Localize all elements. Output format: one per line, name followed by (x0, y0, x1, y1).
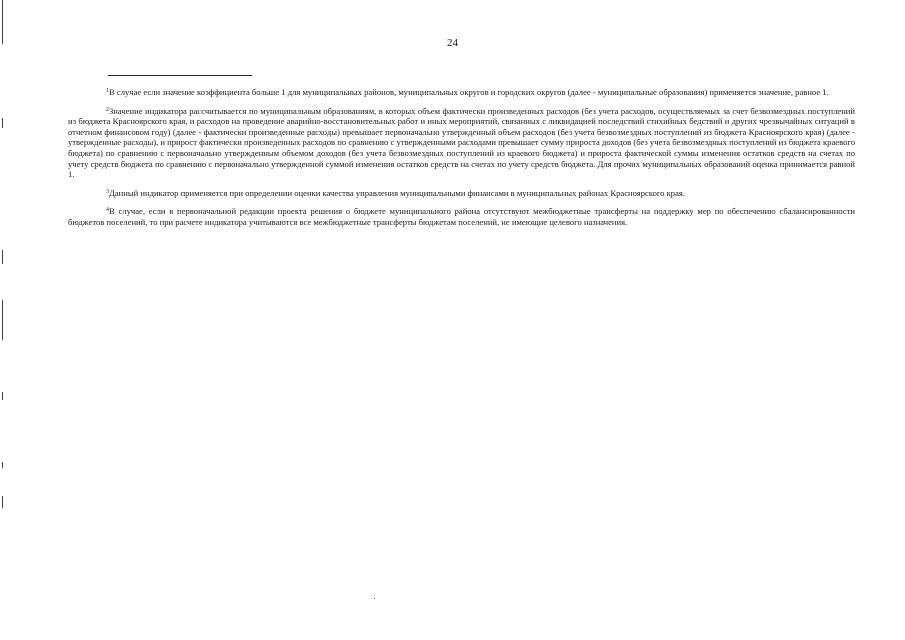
footnote-3-mark: 3 (106, 188, 109, 195)
footnote-3 (68, 188, 855, 199)
scan-speck (374, 598, 375, 599)
page-number: 24 (447, 37, 458, 49)
footnote-separator (108, 75, 252, 76)
scan-edge-mark (2, 496, 3, 508)
scan-edge-mark (2, 118, 3, 128)
scan-edge-mark (2, 300, 3, 340)
footnote-2 (68, 106, 855, 180)
footnote-1-mark: 1 (106, 88, 109, 94)
scan-edge-mark (2, 0, 3, 44)
footnotes-section (68, 87, 855, 236)
footnote-4-mark: 4 (106, 207, 109, 214)
footnote-4-text: В случае, если в первоначальной редакции проекта решения о бюджете муниципального района отсутствуют межбюджетные трансферты на поддержку мер по обеспечению сбалансированности бюджетов поселений, то при расчете индикатора учитываются все межбюджетные трансферты бюджетам поселений, не имеющие целевого назначения. (68, 206, 855, 227)
footnote-1-text: В случае если значение коэффициента больше 1 для муниципальных районов, муниципальных округов и городских округов (далее - муниципальные образования) применяется значение, равное 1. (109, 87, 829, 97)
footnote-4 (68, 206, 855, 227)
footnote-2-mark: 2 (106, 106, 109, 113)
scan-edge-mark (2, 392, 3, 400)
scan-edge-mark (2, 250, 3, 264)
scan-edge-mark (2, 462, 3, 468)
footnote-1 (68, 87, 855, 98)
footnote-2-text: Значение индикатора рассчитывается по муниципальным образованиям, в которых объем фактически произведенных расходов (без учета расходов, осуществляемых за счет безвозмездных поступлений из бюджета Красноярского края, и расходов на проведение аварийно-восстановительных работ и иных мероприятий, связанных с ликвидацией последствий стихийных бедствий и других чрезвычайных ситуаций в отчетном финансовом году) (далее - фактически произведенные расходы) превышает первоначально утвержденный объем расходов (без учета безвозмездных поступлений из бюджета Красноярского края) (далее - утвержденные расходы), и прирост фактически произведенных расходов по сравнению с утвержденными расходами превышает сумму прироста доходов (без учета безвозмездных поступлений из бюджета краевого бюджета) по сравнению с первоначально утвержденным объемом доходов (без учета безвозмездных поступлений из краевого бюджета) и прироста фактической суммы изменения остатков средств на счетах по учету средств бюджета по сравнению с первоначально утвержденной суммой изменения остатков средств на счетах по учету средств бюджета. Для прочих муниципальных образований оценка принимается равной 1. (68, 105, 855, 180)
footnote-3-text: Данный индикатор применяется при определении оценки качества управления муниципальными финансами в муниципальных районах Красноярского края. (109, 187, 686, 198)
